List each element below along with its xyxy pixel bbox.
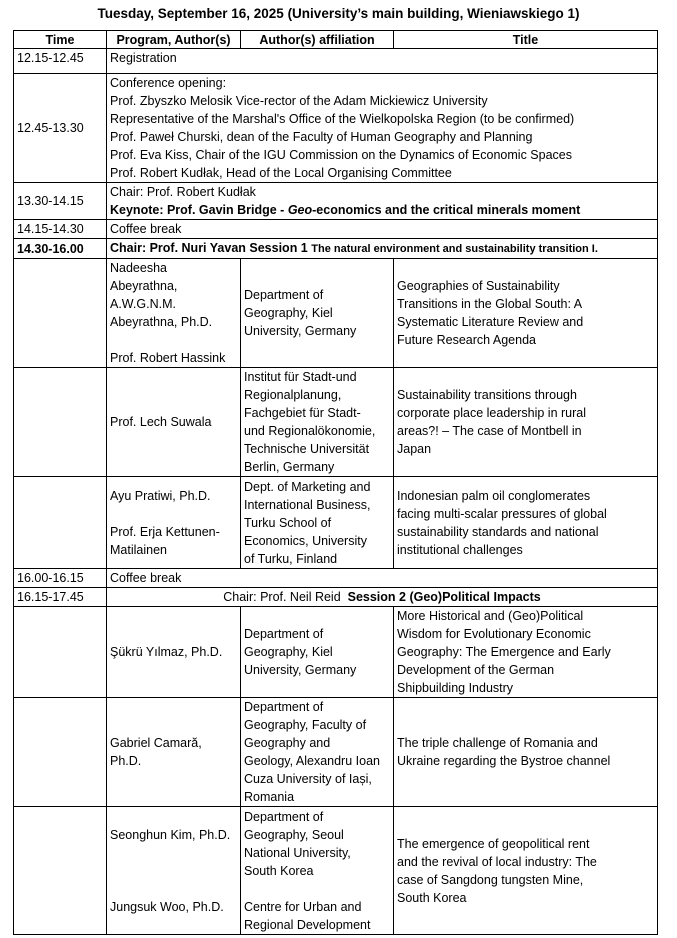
author-line: Prof. Lech Suwala xyxy=(110,415,212,429)
program-table xyxy=(13,30,658,935)
title-line: South Korea xyxy=(397,890,467,905)
keynote-prefix: Keynote: Prof. Gavin Bridge - xyxy=(110,203,288,217)
opening-line: Prof. Eva Kiss, Chair of the IGU Commission on the Dynamics of Economic Spaces xyxy=(110,148,572,162)
opening-text xyxy=(107,74,658,183)
title-line: and the revival of local industry: The xyxy=(397,854,597,869)
affiliation-line: Geography, Faculty of xyxy=(244,718,367,732)
author-line: Şükrü Yılmaz, Ph.D. xyxy=(110,645,223,659)
paper-row xyxy=(14,259,658,368)
break-text: Coffee break xyxy=(107,220,658,239)
title-line: Transitions in the Global South: A xyxy=(397,297,583,311)
session2-header-row xyxy=(14,588,658,607)
affiliation-line: Centre for Urban and xyxy=(244,899,362,914)
paper-affiliation xyxy=(241,368,394,477)
affiliation-line: Romania xyxy=(244,790,295,804)
time-cell-empty xyxy=(14,698,107,807)
affiliation-line: South Korea xyxy=(244,863,314,878)
paper-authors xyxy=(107,807,241,935)
affiliation-line: Geology, Alexandru Ioan xyxy=(244,754,380,768)
affiliation-line: Economics, University xyxy=(244,533,367,548)
time-cell: 16.15-17.45 xyxy=(14,588,107,607)
break-row xyxy=(14,220,658,239)
opening-line: Representative of the Marshal's Office of the Wielkopolska Region (to be confirmed) xyxy=(110,112,575,126)
time-cell: 14.30-16.00 xyxy=(14,239,107,259)
title-line: corporate place leadership in rural xyxy=(397,406,586,420)
author-line: Nadeesha xyxy=(110,261,167,275)
author-line: Prof. Erja Kettunen- xyxy=(110,524,220,539)
paper-row xyxy=(14,368,658,477)
affiliation-line: Geography, Kiel xyxy=(244,306,333,320)
affiliation-line: Regionalplanung, xyxy=(244,388,342,402)
time-cell-empty xyxy=(14,259,107,368)
author-line: Ayu Pratiwi, Ph.D. xyxy=(110,488,211,503)
time-cell-empty xyxy=(14,807,107,935)
affiliation-line: und Regionalökonomie, xyxy=(244,424,376,438)
opening-line: Prof. Zbyszko Melosik Vice-rector of the Adam Mickiewicz University xyxy=(110,94,488,108)
affiliation-line: International Business, xyxy=(244,497,371,512)
title-line: Ukraine regarding the Bystroe channel xyxy=(397,754,611,768)
affiliation-line: Geography, Kiel xyxy=(244,645,333,659)
affiliation-line: Regional Development xyxy=(244,917,371,932)
session1-chair: Chair: Prof. Nuri Yavan Session 1 xyxy=(110,241,308,255)
author-line: A.W.G.N.M. xyxy=(110,297,176,311)
title-line: Indonesian palm oil conglomerates xyxy=(397,488,591,503)
header-program: Program, Author(s) xyxy=(107,31,241,49)
title-line: areas?! – The case of Montbell in xyxy=(397,424,582,438)
time-cell-empty xyxy=(14,477,107,569)
break-text: Coffee break xyxy=(107,569,658,588)
affiliation-line: University, Germany xyxy=(244,324,357,338)
time-cell-empty xyxy=(14,368,107,477)
paper-title xyxy=(394,368,658,477)
paper-row xyxy=(14,607,658,698)
paper-row xyxy=(14,698,658,807)
title-line: Development of the German xyxy=(397,663,555,677)
paper-authors xyxy=(107,259,241,368)
affiliation-line: Department of xyxy=(244,627,324,641)
paper-title xyxy=(394,477,658,569)
session2-chair: Chair: Prof. Neil Reid xyxy=(223,590,341,604)
paper-authors xyxy=(107,368,241,477)
page-title: Tuesday, September 16, 2025 (University’s main building, Wieniawskiego 1) xyxy=(97,6,580,21)
author-line: Gabriel Camară, xyxy=(110,736,202,750)
title-line: Wisdom for Evolutionary Economic xyxy=(397,627,591,641)
title-line: Japan xyxy=(397,442,432,456)
time-cell: 12.45-13.30 xyxy=(14,74,107,183)
title-line: institutional challenges xyxy=(397,542,523,557)
paper-affiliation xyxy=(241,607,394,698)
paper-authors xyxy=(107,477,241,569)
title-line: Geographies of Sustainability xyxy=(397,279,560,293)
title-line: sustainability standards and national xyxy=(397,524,599,539)
session1-topic: The natural environment and sustainability transition I. xyxy=(311,243,598,255)
paper-affiliation xyxy=(241,259,394,368)
title-line: The emergence of geopolitical rent xyxy=(397,836,590,851)
time-cell: 13.30-14.15 xyxy=(14,183,107,220)
paper-title xyxy=(394,259,658,368)
affiliation-line: Geography and xyxy=(244,736,331,750)
keynote-suffix: -economics and the critical minerals moment xyxy=(312,203,581,217)
keynote-chair: Chair: Prof. Robert Kudłak xyxy=(110,185,256,199)
paper-title xyxy=(394,607,658,698)
author-line: Matilainen xyxy=(110,542,167,557)
time-cell: 16.00-16.15 xyxy=(14,569,107,588)
opening-line: Prof. Paweł Churski, dean of the Faculty of Human Geography and Planning xyxy=(110,130,533,144)
author-line: Abeyrathna, Ph.D. xyxy=(110,315,213,329)
opening-line: Conference opening: xyxy=(110,76,227,90)
paper-affiliation xyxy=(241,698,394,807)
header-row xyxy=(14,31,658,49)
time-cell: 14.15-14.30 xyxy=(14,220,107,239)
registration-text: Registration xyxy=(107,49,658,74)
time-cell-empty xyxy=(14,607,107,698)
paper-affiliation xyxy=(241,477,394,569)
affiliation-line: Institut für Stadt-und xyxy=(244,370,357,384)
affiliation-line: University, Germany xyxy=(244,663,357,677)
author-line: Seonghun Kim, Ph.D. xyxy=(110,827,231,842)
affiliation-line: Geography, Seoul xyxy=(244,827,344,842)
break-row xyxy=(14,569,658,588)
session2-header xyxy=(107,588,658,607)
affiliation-line: Berlin, Germany xyxy=(244,460,335,474)
author-line: Abeyrathna, xyxy=(110,279,178,293)
session1-header xyxy=(107,239,658,259)
affiliation-line: Dept. of Marketing and xyxy=(244,479,371,494)
title-line: Shipbuilding Industry xyxy=(397,681,514,695)
paper-title xyxy=(394,698,658,807)
header-time: Time xyxy=(14,31,107,49)
title-line: Systematic Literature Review and xyxy=(397,315,584,329)
paper-authors xyxy=(107,607,241,698)
title-line: Sustainability transitions through xyxy=(397,388,577,402)
affiliation-line: Cuza University of Iași, xyxy=(244,772,372,786)
affiliation-line: Turku School of xyxy=(244,515,332,530)
affiliation-line: National University, xyxy=(244,845,351,860)
session2-topic: Session 2 (Geo)Political Impacts xyxy=(347,590,541,604)
author-line: Prof. Robert Hassink xyxy=(110,351,226,365)
paper-row xyxy=(14,477,658,569)
keynote-geo: Geo xyxy=(287,203,313,217)
title-line: More Historical and (Geo)Political xyxy=(397,609,584,623)
keynote-text xyxy=(107,183,658,220)
keynote-row xyxy=(14,183,658,220)
time-cell: 12.15-12.45 xyxy=(14,49,107,74)
header-title: Title xyxy=(394,31,658,49)
affiliation-line: Fachgebiet für Stadt- xyxy=(244,406,361,420)
title-line: facing multi-scalar pressures of global xyxy=(397,506,607,521)
opening-line: Prof. Robert Kudłak, Head of the Local Organising Committee xyxy=(110,166,452,180)
keynote-title xyxy=(110,201,654,219)
affiliation-line: Department of xyxy=(244,809,324,824)
author-line: Jungsuk Woo, Ph.D. xyxy=(110,899,224,914)
paper-row xyxy=(14,807,658,935)
affiliation-line: Department of xyxy=(244,700,324,714)
title-line: Geography: The Emergence and Early xyxy=(397,645,611,659)
registration-row xyxy=(14,49,658,74)
paper-title xyxy=(394,807,658,935)
paper-authors xyxy=(107,698,241,807)
author-line: Ph.D. xyxy=(110,754,142,768)
paper-affiliation xyxy=(241,807,394,935)
session1-header-row xyxy=(14,239,658,259)
header-affiliation: Author(s) affiliation xyxy=(241,31,394,49)
title-line: case of Sangdong tungsten Mine, xyxy=(397,872,584,887)
opening-row xyxy=(14,74,658,183)
title-line: The triple challenge of Romania and xyxy=(397,736,598,750)
title-line: Future Research Agenda xyxy=(397,333,536,347)
affiliation-line: of Turku, Finland xyxy=(244,551,338,566)
affiliation-line: Department of xyxy=(244,288,324,302)
affiliation-line: Technische Universität xyxy=(244,442,370,456)
